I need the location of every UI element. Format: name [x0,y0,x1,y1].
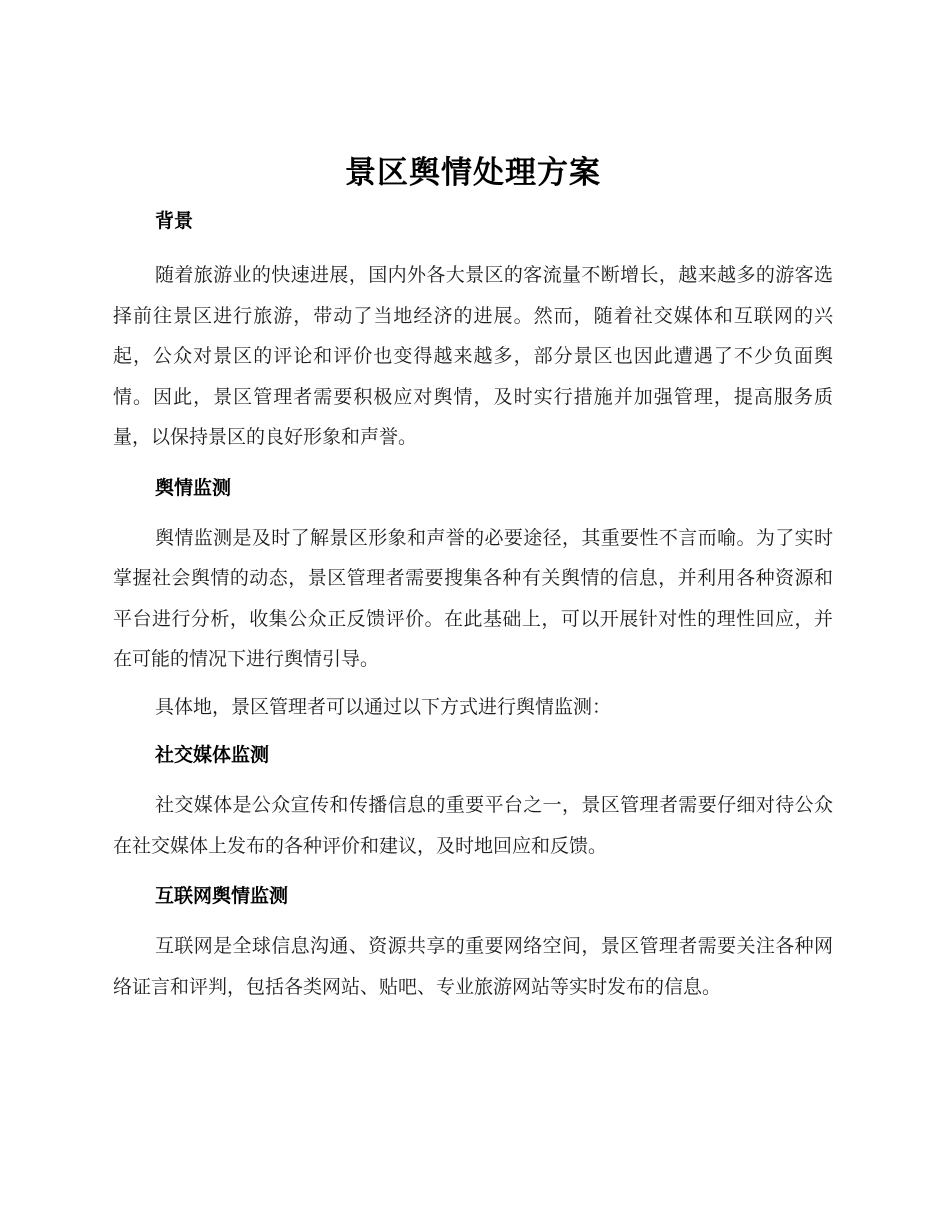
document-page [113,148,833,1007]
section-heading-internet: 互联网舆情监测 [155,885,289,907]
document-title: 景区舆情处理方案 [345,155,601,191]
section-heading-monitoring: 舆情监测 [155,476,232,499]
section-heading-social-media: 社交媒体监测 [155,744,270,766]
section-heading-background: 背景 [155,210,194,232]
paragraph-monitoring-intro: 舆情监测是及时了解景区形象和声誉的必要途径，其重要性不言而喻。为了实时掌握社会舆情的动态，景区管理者需要搜集各种有关舆情的信息，并利用各种资源和平台进行分析，收集公众正反馈评价。在此基础上，可以开展针对性的理性回应，并在可能的情况下进行舆情引导。 [113,526,833,670]
paragraph-background: 随着旅游业的快速进展，国内外各大景区的客流量不断增长，越来越多的游客选择前往景区进行旅游，带动了当地经济的进展。然而，随着社交媒体和互联网的兴起，公众对景区的评论和评价也变得越来越多，部分景区也因此遭遇了不少负面舆情。因此，景区管理者需要积极应对舆情，及时实行措施并加强管理，提高服务质量，以保持景区的良好形象和声誉。 [113,264,833,448]
paragraph-monitoring-methods: 具体地，景区管理者可以通过以下方式进行舆情监测： [155,695,612,718]
paragraph-social-media: 社交媒体是公众宣传和传播信息的重要平台之一，景区管理者需要仔细对待公众在社交媒体上发布的各种评价和建议，及时地回应和反馈。 [113,794,833,857]
paragraph-internet: 互联网是全球信息沟通、资源共享的重要网络空间，景区管理者需要关注各种网络证言和评判，包括各类网站、贴吧、专业旅游网站等实时发布的信息。 [113,935,833,998]
